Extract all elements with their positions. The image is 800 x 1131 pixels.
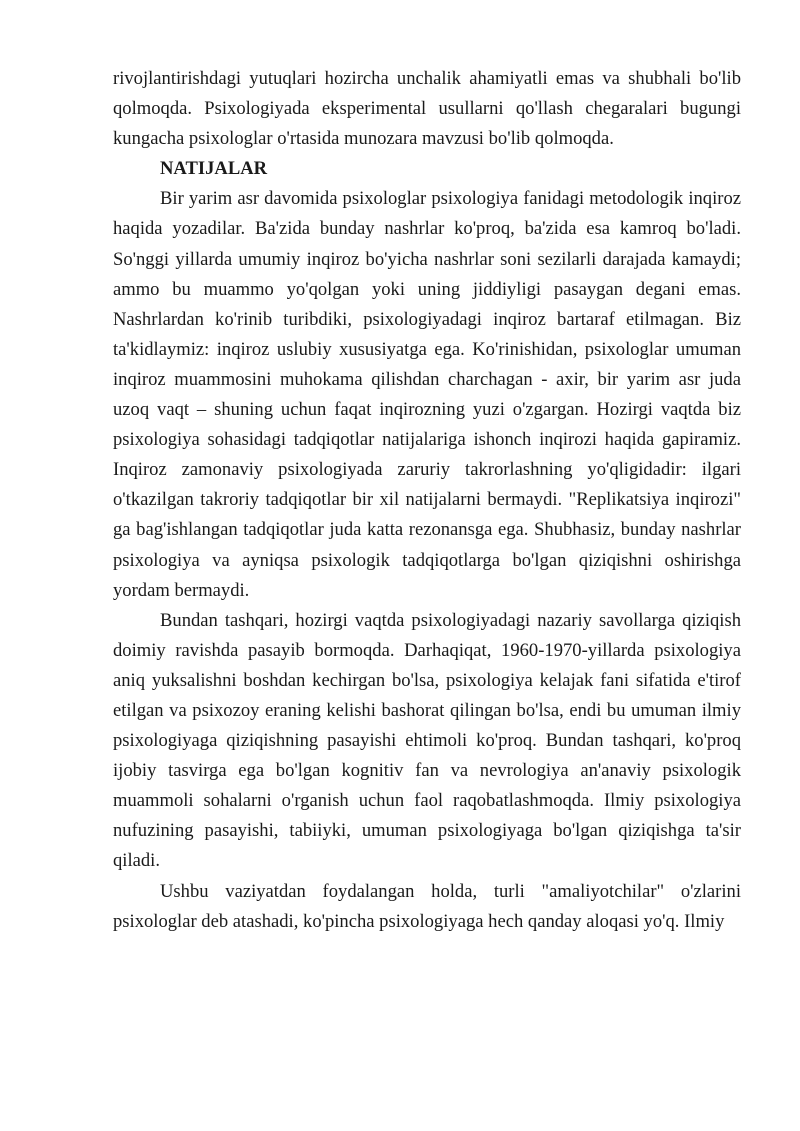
paragraph-continuation: rivojlantirishdagi yutuqlari hozircha unchalik ahamiyatli emas va shubhali bo'lib qolmoqda. Psixologiyada eksperimental usullarni qo'llash chegaralari bugungi kungacha psixologlar o'rtasida munozara mavzusi bo'lib qolmoqda. bbox=[113, 68, 741, 150]
document-page bbox=[113, 64, 741, 937]
paragraph-results-3: Ushbu vaziyatdan foydalangan holda, turli "amaliyotchilar" o'zlarini psixologlar deb atashadi, ko'pincha psixologiyaga hech qanday aloqasi yo'q. Ilmiy bbox=[113, 880, 741, 932]
paragraph-results-2: Bundan tashqari, hozirgi vaqtda psixologiyadagi nazariy savollarga qiziqish doimiy ravishda pasayib bormoqda. Darhaqiqat, 1960-1970-yillarda psixologiya aniq yuksalishni boshdan kechirgan bo'lsa, psixologiya kelajak fani sifatida e'tirof etilgan va psixozoy eraning kelishi bashorat qilingan bo'lsa, endi bu umuman ilmiy psixologiyaga qiziqishning pasayishi ehtimoli ko'proq. Bundan tashqari, ko'proq ijobiy tasvirga ega bo'lgan kognitiv fan va nevrologiya an'anaviy psixologik muammoli sohalarni o'rganish uchun faol raqobatlashmoqda. Ilmiy psixologiya nufuzining pasayishi, tabiiyki, umuman psixologiyaga bo'lgan qiziqishga ta'sir qiladi. bbox=[113, 609, 741, 872]
paragraph-results-1: Bir yarim asr davomida psixologlar psixologiya fanidagi metodologik inqiroz haqida yozadilar. Ba'zida bunday nashrlar ko'proq, ba'zida esa kamroq bo'ladi. So'nggi yillarda umumiy inqiroz bo'yicha nashrlar soni sezilarli darajada kamaydi; ammo bu muammo yo'qolgan yoki uning jiddiyligi pasaygan degani emas. Nashrlardan ko'rinib turibdiki, psixologiyadagi inqiroz bartaraf etilmagan. Biz ta'kidlaymiz: inqiroz uslubiy xususiyatga ega. Ko'rinishidan, psixologlar umuman inqiroz muammosini muhokama qilishdan charchagan - axir, bir yarim asr juda uzoq vaqt – shuning uchun faqat inqirozning yuzi o'zgargan. Hozirgi vaqtda biz psixologiya sohasidagi tadqiqotlar natijalariga ishonch inqirozi haqida gapiramiz. Inqiroz zamonaviy psixologiyada zaruriy takrorlashning yo'qligidadir: ilgari o'tkazilgan takroriy tadqiqotlar bir xil natijalarni bermaydi. "Replikatsiya inqirozi" ga bag'ishlangan tadqiqotlar juda katta rezonansga ega. Shubhasiz, bunday nashrlar psixologiya va ayniqsa psixologik tadqiqotlarga bo'lgan qiziqishni oshirishga yordam bermaydi. bbox=[113, 188, 741, 601]
section-heading: NATIJALAR bbox=[160, 158, 268, 180]
